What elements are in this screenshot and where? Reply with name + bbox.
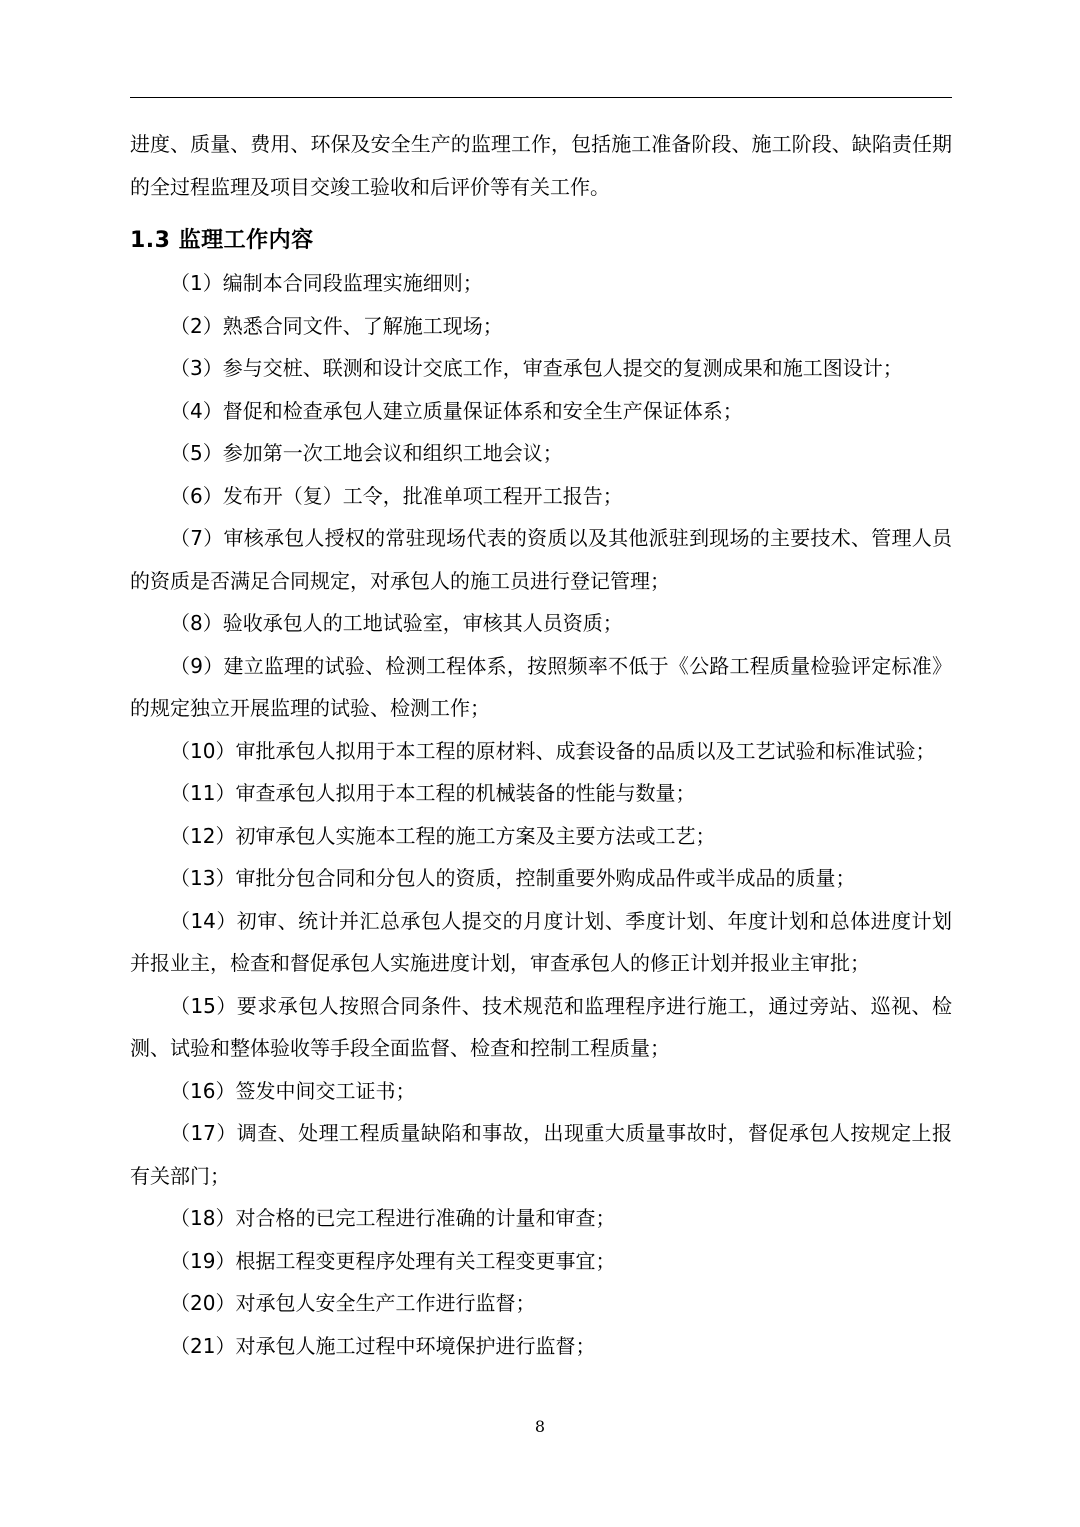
list-item: （2）熟悉合同文件、了解施工现场； xyxy=(170,313,503,338)
section-heading: 1.3 监理工作内容 xyxy=(130,228,314,253)
header-rule xyxy=(130,97,952,98)
list-item: （13）审批分包合同和分包人的资质，控制重要外购成品件或半成品的质量； xyxy=(170,866,856,890)
list-item: （21）对承包人施工过程中环境保护进行监督； xyxy=(170,1333,596,1358)
list-item: （16）签发中间交工证书； xyxy=(170,1078,416,1103)
list-item: （12）初审承包人实施本工程的施工方案及主要方法或工艺； xyxy=(170,823,716,848)
list-item: （11）审查承包人拟用于本工程的机械装备的性能与数量； xyxy=(170,781,696,805)
list-item: （6）发布开（复）工令，批准单项工程开工报告； xyxy=(170,483,623,508)
list-item: （14）初审、统计并汇总承包人提交的月度计划、季度计划、年度计划和总体进度计划并报业主，检查和督促承包人实施进度计划，审查承包人的修正计划并报业主审批； xyxy=(130,908,952,975)
list-item: （4）督促和检查承包人建立质量保证体系和安全生产保证体系； xyxy=(170,398,743,423)
list-item: （10）审批承包人拟用于本工程的原材料、成套设备的品质以及工艺试验和标准试验； xyxy=(170,738,936,763)
list-item: （19）根据工程变更程序处理有关工程变更事宜； xyxy=(170,1248,616,1273)
list-item: （5）参加第一次工地会议和组织工地会议； xyxy=(170,441,563,465)
list-item: （20）对承包人安全生产工作进行监督； xyxy=(170,1291,536,1315)
page-content xyxy=(130,123,952,1367)
list-item: （1）编制本合同段监理实施细则； xyxy=(170,271,483,295)
intro-paragraph: 进度、质量、费用、环保及安全生产的监理工作，包括施工准备阶段、施工阶段、缺陷责任期的全过程监理及项目交竣工验收和后评价等有关工作。 xyxy=(130,132,952,199)
list-item: （7）审核承包人授权的常驻现场代表的资质以及其他派驻到现场的主要技术、管理人员的资质是否满足合同规定，对承包人的施工员进行登记管理； xyxy=(130,526,952,593)
list-item: （15）要求承包人按照合同条件、技术规范和监理程序进行施工，通过旁站、巡视、检测、试验和整体验收等手段全面监督、检查和控制工程质量； xyxy=(130,993,952,1060)
list-item: （3）参与交桩、联测和设计交底工作，审查承包人提交的复测成果和施工图设计； xyxy=(170,356,903,380)
page-number: 8 xyxy=(534,1417,546,1436)
list-item: （18）对合格的已完工程进行准确的计量和审查； xyxy=(170,1206,616,1230)
list-item: （17）调查、处理工程质量缺陷和事故，出现重大质量事故时，督促承包人按规定上报有关部门； xyxy=(130,1121,952,1188)
list-item: （8）验收承包人的工地试验室，审核其人员资质； xyxy=(170,611,623,635)
list-item: （9）建立监理的试验、检测工程体系，按照频率不低于《公路工程质量检验评定标准》的规定独立开展监理的试验、检测工作； xyxy=(130,653,952,720)
